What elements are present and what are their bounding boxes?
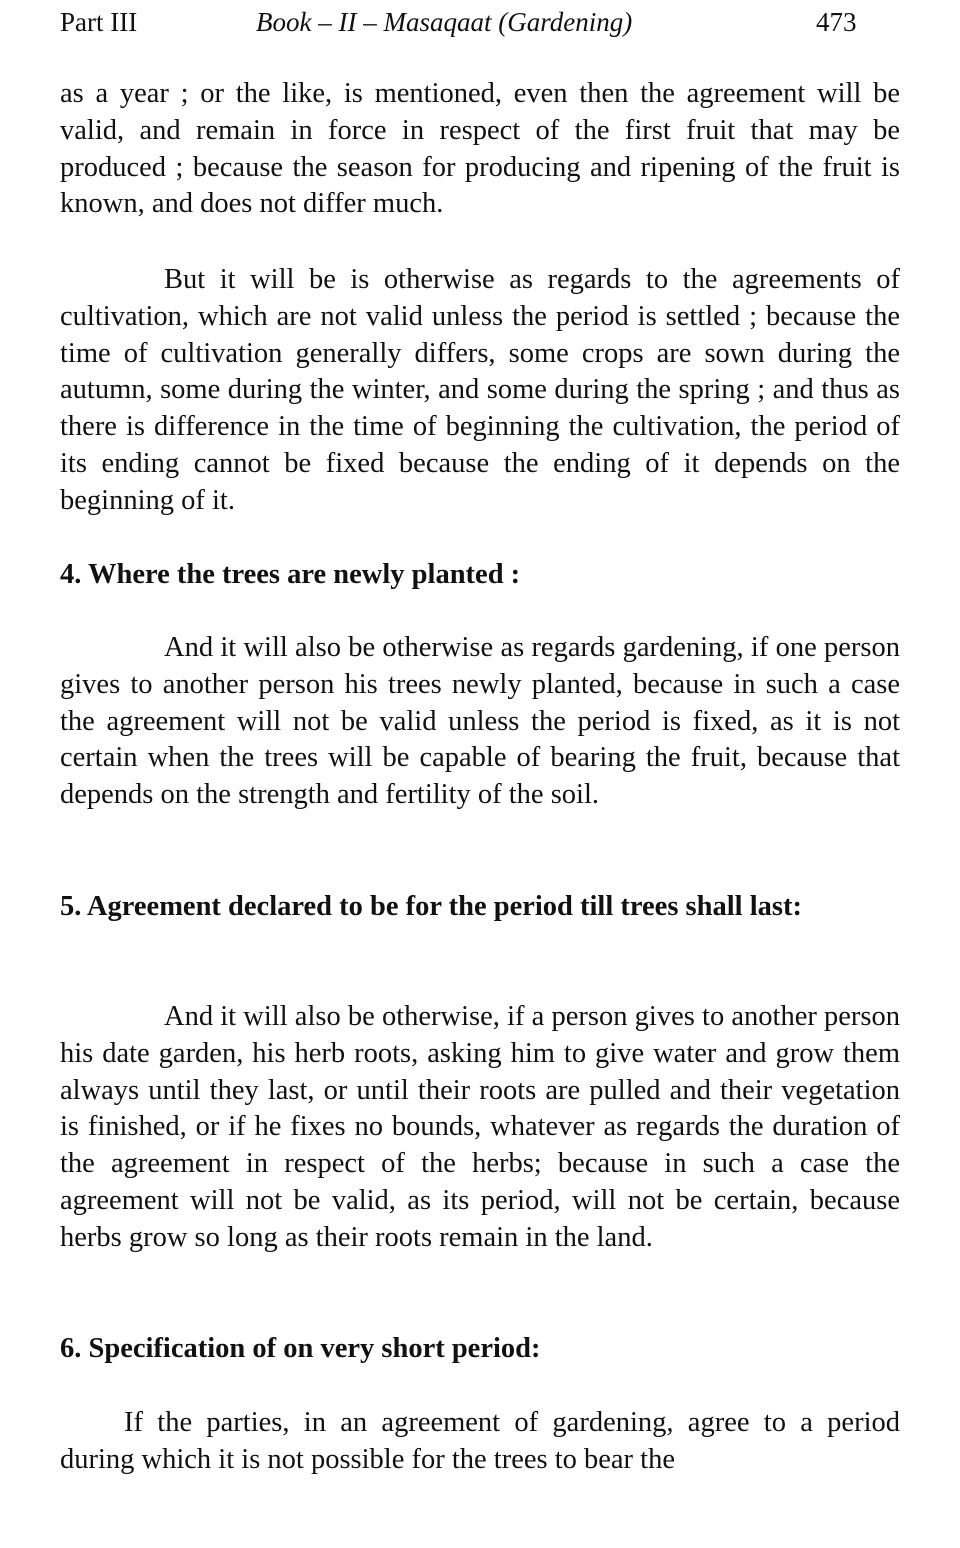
page-header xyxy=(60,0,900,44)
paragraph-continuation: as a year ; or the like, is mentioned, even then the agreement will be valid, and remain in force in respect of the first fruit that may be produced ; because the season for producing and ripening of the fruit is known, and does not differ much. xyxy=(60,78,900,220)
paragraph-cultivation: But it will be is otherwise as regards to the agreements of cultivation, which are not valid unless the period is settled ; because the time of cultivation generally differs, some crops are sown during the autumn, some during the winter, and some during the spring ; and thus as there is difference in the time of beginning the cultivation, the period of its ending cannot be fixed because the ending of it depends on the beginning of it. xyxy=(60,264,900,516)
paragraph-trees-last: And it will also be otherwise, if a person gives to another person his date garden, his herb roots, asking him to give water and grow them always until they last, or until their roots are pulled and their vegetation is finished, or if he fixes no bounds, whatever as regards the duration of the agreement in respect of the herbs; because in such a case the agreement will not be valid, as its period, will not be certain, because herbs grow so long as their roots remain in the land. xyxy=(60,1001,900,1253)
header-part: Part III xyxy=(60,7,138,37)
header-title: Book – II – Masaqaat (Gardening) xyxy=(256,7,633,37)
paragraph-short-period: If the parties, in an agreement of gardening, agree to a period during which it is not possible for the trees to bear the xyxy=(60,1407,900,1475)
page-number: 473 xyxy=(816,7,857,37)
section-heading-5: 5. Agreement declared to be for the period till trees shall last: xyxy=(60,891,802,922)
document-page xyxy=(60,0,900,1475)
paragraph-newly-planted: And it will also be otherwise as regards gardening, if one person gives to another person his trees newly planted, because in such a case the agreement will not be valid unless the period is fixed, as it is not certain when the trees will be capable of bearing the fruit, because that depends on the strength and fertility of the soil. xyxy=(60,632,900,811)
section-heading-6: 6. Specification of on very short period: xyxy=(60,1333,541,1364)
section-heading-4: 4. Where the trees are newly planted : xyxy=(60,559,521,590)
